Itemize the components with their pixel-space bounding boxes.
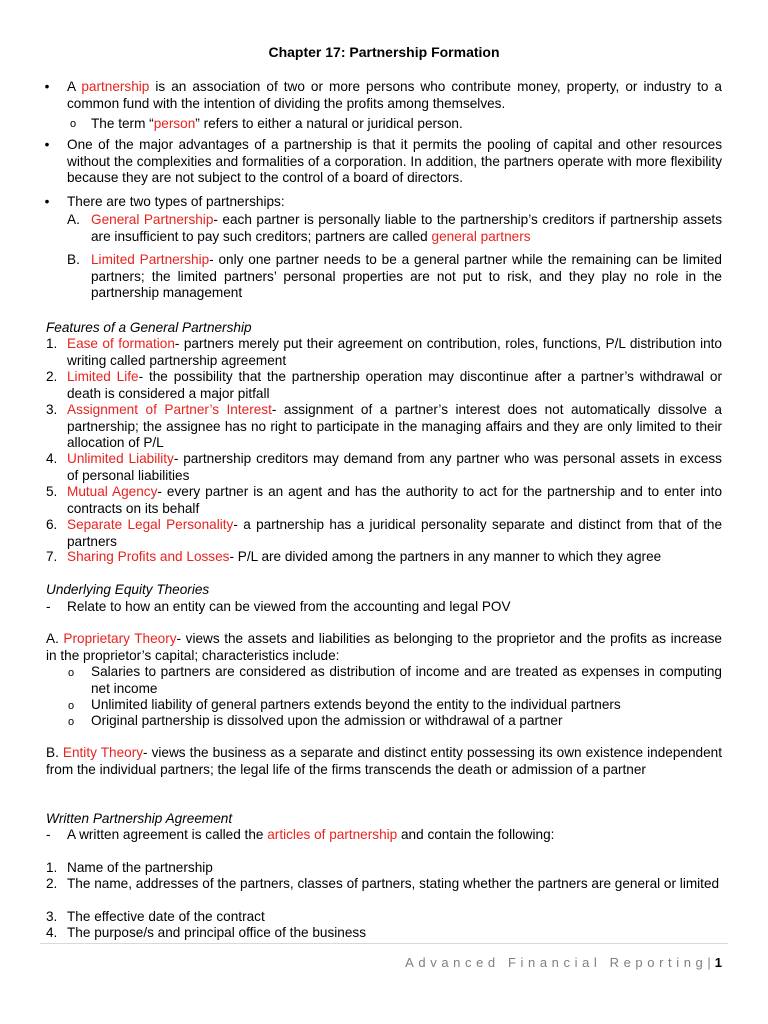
agreement-item: Name of the partnership — [67, 860, 213, 875]
agreement-item: The name, addresses of the partners, classes of partners, stating whether the partners are general or limited — [67, 876, 720, 891]
feature-item: Separate Legal Personality- a partnership has a juridical personality separate and distinct from that of the partners — [67, 517, 723, 549]
proprietary-theory: A. Proprietary Theory- views the assets and liabilities as belonging to the proprietor and the profits as increase in the proprietor’s capital; characteristics include: — [46, 631, 722, 663]
list-number: 6. — [46, 517, 58, 532]
equity-heading: Underlying Equity Theories — [46, 582, 210, 597]
features-heading: Features of a General Partnership — [46, 320, 252, 335]
list-number: 5. — [46, 484, 58, 499]
bullet-icon: • — [44, 137, 50, 152]
agreement-item: The purpose/s and principal office of the business — [67, 925, 366, 940]
proprietary-characteristic: Unlimited liability of general partners extends beyond the entity to the individual partners — [91, 697, 621, 712]
page-title: Chapter 17: Partnership Formation — [268, 44, 500, 60]
bullet-icon: • — [44, 79, 50, 94]
list-number: 4. — [46, 451, 58, 466]
list-number: 2. — [46, 876, 58, 891]
list-number: 1. — [46, 860, 58, 875]
type-general-partnership: General Partnership- each partner is personally liable to the partnership’s creditors if partnership assets are insufficient to pay such creditors; partners are called general partners — [91, 212, 723, 244]
list-number: 3. — [46, 909, 58, 924]
proprietary-characteristic: Salaries to partners are considered as distribution of income and are treated as expenses in computing net income — [91, 664, 722, 696]
dash-marker: - — [46, 599, 51, 614]
list-number: 3. — [46, 402, 58, 417]
feature-item: Ease of formation- partners merely put their agreement on contribution, roles, functions, P/L distribution into writing called partnership agreement — [67, 336, 722, 368]
sub-bullet-icon: o — [68, 667, 75, 679]
list-number: 1. — [46, 336, 58, 351]
bullet-partnership-definition: A partnership is an association of two or more persons who contribute money, property, or industry to a common fund with the intention of dividing the profits among themselves. — [67, 79, 722, 111]
agreement-heading: Written Partnership Agreement — [46, 811, 233, 826]
term-partnership: partnership — [81, 79, 150, 94]
bullet-icon: • — [44, 194, 50, 209]
feature-item: Assignment of Partner’s Interest- assignment of a partner’s interest does not automatically dissolve a partnership; the assignee has no right to participate in the managing affairs and they are only limited to their allocation of P/L — [67, 402, 722, 450]
sub-bullet-person: The term “person” refers to either a natural or juridical person. — [91, 116, 463, 131]
type-limited-partnership: Limited Partnership- only one partner needs to be a general partner while the remaining can be limited partners; the limited partners’ personal properties are not put to risk, and they play no role in the partnership management — [91, 252, 722, 300]
list-number: 4. — [46, 925, 58, 940]
feature-item: Unlimited Liability- partnership creditors may demand from any partner who was personal assets in excess of personal liabilities — [67, 451, 722, 483]
agreement-item: The effective date of the contract — [67, 909, 265, 924]
term-articles-of-partnership: articles of partnership — [267, 827, 398, 842]
sub-bullet-icon: o — [70, 118, 77, 130]
footer-divider — [40, 943, 728, 944]
entity-theory: B. Entity Theory- views the business as a separate and distinct entity possessing its own existence independent from the individual partners; the legal life of the firms transcends the death or admission of a partner — [46, 745, 723, 777]
bullet-types: There are two types of partnerships: — [67, 194, 285, 209]
term-person: person — [153, 116, 196, 131]
feature-item: Limited Life- the possibility that the partnership operation may discontinue after a partner’s withdrawal or death is considered a major pitfall — [67, 369, 722, 401]
list-number: 2. — [46, 369, 58, 384]
bullet-advantages: One of the major advantages of a partnership is that it permits the pooling of capital and other resources without the complexities and formalities of a corporation. In addition, the partners operate with more flexibility because they are not subject to the control of a board of directors. — [67, 137, 722, 185]
page-footer — [405, 955, 722, 972]
type-letter: B. — [67, 252, 80, 267]
dash-marker: - — [46, 827, 51, 842]
type-letter: A. — [67, 212, 80, 227]
footer-title: Advanced Financial Reporting — [405, 955, 708, 970]
equity-description: Relate to how an entity can be viewed from the accounting and legal POV — [67, 599, 511, 614]
sub-bullet-icon: o — [68, 716, 75, 728]
footer-separator: | — [707, 955, 711, 970]
proprietary-characteristic: Original partnership is dissolved upon the admission or withdrawal of a partner — [91, 713, 563, 728]
agreement-description: A written agreement is called the articles of partnership and contain the following: — [67, 827, 555, 842]
feature-item: Sharing Profits and Losses- P/L are divided among the partners in any manner to which they agree — [67, 549, 662, 564]
feature-item: Mutual Agency- every partner is an agent and has the authority to act for the partnership and to enter into contracts on its behalf — [67, 484, 723, 516]
page-number: 1 — [714, 955, 722, 970]
sub-bullet-icon: o — [68, 700, 75, 712]
list-number: 7. — [46, 549, 58, 564]
